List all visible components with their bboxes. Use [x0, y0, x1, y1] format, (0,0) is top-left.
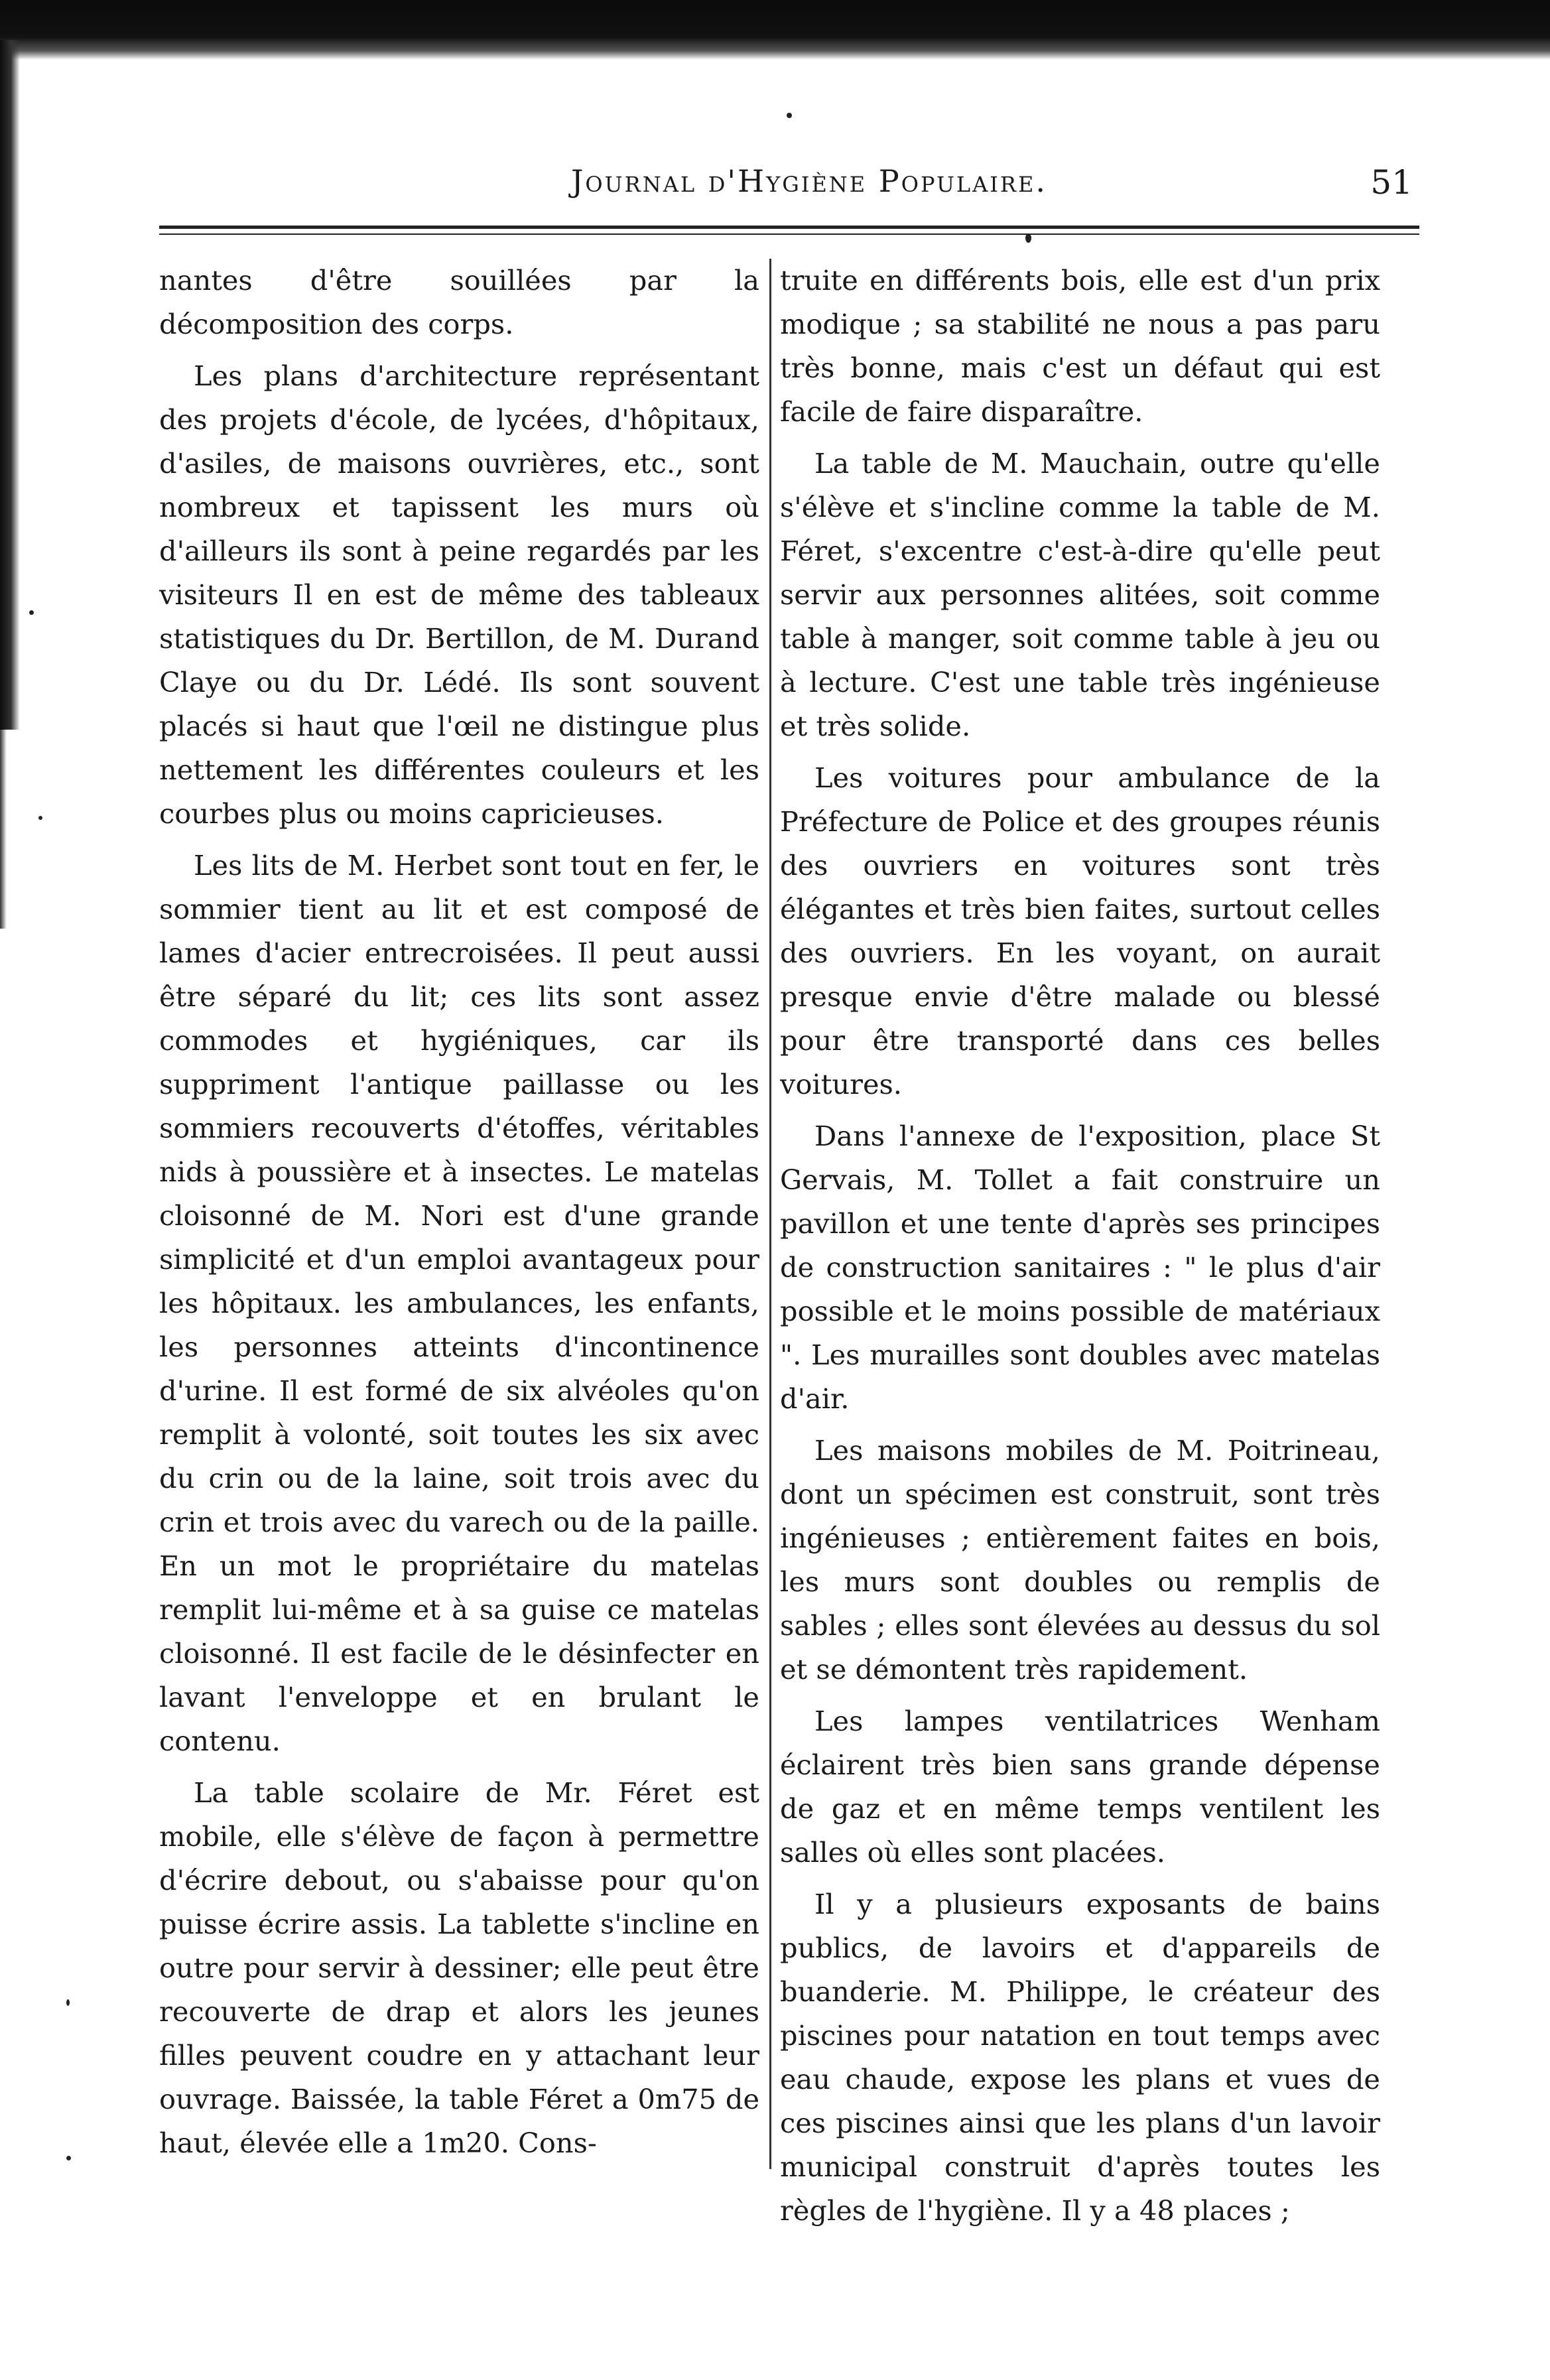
scan-speck [66, 2156, 71, 2160]
page-number: 51 [1370, 163, 1413, 202]
scan-speck [66, 1999, 70, 2006]
paragraph: Les voitures pour ambulance de la Préfecture de Police et des groupes réunis des ouvriers en voitures sont très élégantes et très bien faites, surtout celles des ouvriers. En les voyant, on aurait presque envie d'être malade ou blessé pour être transporté dans ces belles voitures. [780, 761, 1380, 1100]
scan-speck [787, 113, 792, 118]
scan-edge-left [0, 40, 20, 730]
paragraph: La table scolaire de Mr. Féret est mobile, elle s'élève de façon à permettre d'écrire debout, ou s'abaisse pour qu'on puisse écrire assis. La tablette s'incline en outre pour servir à dessiner; elle peut être recouverte de drap et alors les jeunes filles peuvent coudre en y attachant leur ouvrage. Baissée, la table Féret a 0m75 de haut, élevée elle a 1m20. Cons- [159, 1776, 759, 2159]
scan-edge-left-lower [0, 730, 7, 929]
page-header [159, 163, 1419, 219]
header-rule-thick [159, 226, 1419, 229]
paragraph: Il y a plusieurs exposants de bains publics, de lavoirs et d'appareils de buanderie. M. Philippe, le créateur des piscines pour natation en tout temps avec eau chaude, expose les plans et vues de ces piscines ainsi que les plans d'un lavoir municipal construit d'après toutes les règles de l'hygiène. Il y a 48 places ; [780, 1888, 1380, 2227]
scan-edge-top [0, 0, 1550, 60]
right-column [780, 259, 1380, 2227]
scan-speck [29, 610, 34, 615]
paragraph: truite en différents bois, elle est d'un prix modique ; sa stabilité ne nous a pas paru très bonne, mais c'est un défaut qui est facile de faire disparaître. [780, 264, 1380, 428]
paragraph: Dans l'annexe de l'exposition, place St Gervais, M. Tollet a fait construire un pavillon et une tente d'après ses principes de construction sanitaires : " le plus d'air possible et le moins possible de matériaux ". Les murailles sont doubles avec matelas d'air. [780, 1120, 1380, 1415]
scan-speck [1025, 233, 1031, 243]
paragraph: La table de M. Mauchain, outre qu'elle s'élève et s'incline comme la table de M. Féret, s'excentre c'est-à-dire qu'elle peut servir aux personnes alitées, soit comme table à manger, soit comme table à jeu ou à lecture. C'est une table très ingénieuse et très solide. [780, 447, 1380, 742]
header-rule-thin [159, 233, 1419, 235]
scan-speck [38, 816, 42, 820]
running-title: Journal d'Hygiène Populaire. [570, 163, 1047, 199]
paragraph: nantes d'être souillées par la décomposition des corps. [159, 264, 759, 340]
left-column [159, 259, 759, 2182]
paragraph: Les plans d'architecture représentant des projets d'école, de lycées, d'hôpitaux, d'asiles, de maisons ouvrières, etc., sont nombreux et tapissent les murs où d'ailleurs ils sont à peine regardés par les visiteurs Il en est de même des tableaux statistiques du Dr. Bertillon, de M. Durand Claye ou du Dr. Lédé. Ils sont souvent placés si haut que l'œil ne distingue plus nettement les différentes couleurs et les courbes plus ou moins capricieuses. [159, 360, 759, 830]
paragraph: Les maisons mobiles de M. Poitrineau, dont un spécimen est construit, sont très ingénieuses ; entièrement faites en bois, les murs sont doubles ou remplis de sables ; elles sont élevées au dessus du sol et se démontent très rapidement. [780, 1434, 1380, 1686]
paragraph: Les lampes ventilatrices Wenham éclairent très bien sans grande dépense de gaz et en même temps ventilent les salles où elles sont placées. [780, 1705, 1380, 1869]
paragraph: Les lits de M. Herbet sont tout en fer, le sommier tient au lit et est composé de lames d'acier entrecroisées. Il peut aussi être séparé du lit; ces lits sont assez commodes et hygiéniques, car ils suppriment l'antique paillasse ou les sommiers recouverts d'étoffes, véritables nids à poussière et à insectes. Le matelas cloisonné de M. Nori est d'une grande simplicité et d'un emploi avantageux pour les hôpitaux. les ambulances, les enfants, les personnes atteints d'incontinence d'urine. Il est formé de six alvéoles qu'on remplit à volonté, soit toutes les six avec du crin ou de la laine, soit trois avec du crin et trois avec du varech ou de la paille. En un mot le propriétaire du matelas remplit lui-même et à sa guise ce matelas cloisonné. Il est facile de le désinfecter en lavant l'enveloppe et en brulant le contenu. [159, 849, 759, 1757]
column-divider [769, 259, 771, 2169]
